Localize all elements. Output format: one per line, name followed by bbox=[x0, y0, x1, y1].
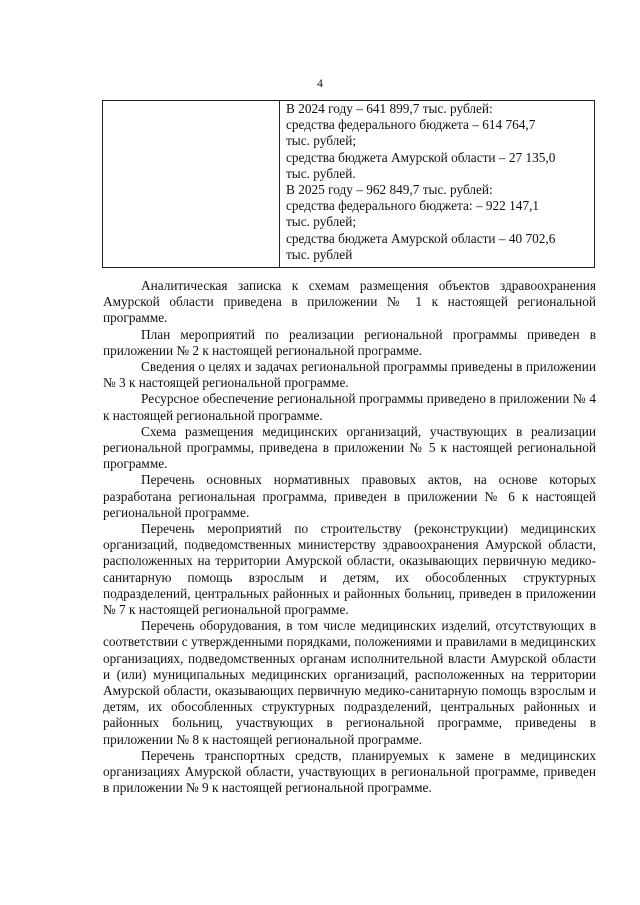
table-row bbox=[103, 101, 595, 268]
funding-line: средства федерального бюджета – 614 764,7 bbox=[286, 117, 536, 133]
funding-line: средства бюджета Амурской области – 27 135,0 bbox=[286, 149, 556, 165]
paragraph-legal-acts: Перечень основных нормативных правовых актов, на основе которых разработана региональная программа, приведен в приложении № 6 к настоящей региональной программе. bbox=[103, 472, 596, 520]
paragraph-construction: Перечень мероприятий по строительству (реконструкции) медицинских организаций, подведомственных министерству здравоохранения Амурской области, расположенных на территории Амурской области, оказывающих первичную медико-санитарную помощь взрослым и детям, их обособленных структурных подразделений, центральных районных и районных больниц, приведен в приложении № 7 к настоящей региональной программе. bbox=[103, 521, 596, 618]
document-body bbox=[103, 278, 596, 797]
funding-line: тыс. рублей; bbox=[286, 214, 357, 230]
paragraph-goals: Сведения о целях и задачах региональной программы приведены в приложении № 3 к настоящей региональной программе. bbox=[103, 359, 596, 391]
funding-line: тыс. рублей bbox=[286, 246, 353, 262]
funding-line: В 2024 году – 641 899,7 тыс. рублей: bbox=[286, 101, 493, 116]
paragraph-action-plan: План мероприятий по реализации региональной программы приведен в приложении № 2 к настоящей региональной программе. bbox=[103, 326, 596, 358]
funding-lines bbox=[280, 101, 594, 263]
paragraph-vehicles: Перечень транспортных средств, планируемых к замене в медицинских организациях Амурской области, участвующих в региональной программе, приведен в приложении № 9 к настоящей региональной программе. bbox=[103, 747, 596, 796]
paragraph-resources: Ресурсное обеспечение региональной программы приведено в приложении № 4 к настоящей региональной программе. bbox=[103, 391, 596, 423]
funding-line: тыс. рублей; bbox=[286, 133, 357, 149]
paragraph-placement-scheme: Схема размещения медицинских организаций, участвующих в реализации региональной программы, приведена в приложении № 5 к настоящей региональной программе. bbox=[103, 423, 596, 472]
funding-line: средства федерального бюджета: – 922 147,1 bbox=[286, 198, 540, 214]
page-number: 4 bbox=[317, 76, 323, 90]
funding-line: средства бюджета Амурской области – 40 702,6 bbox=[286, 230, 556, 246]
paragraph-equipment: Перечень оборудования, в том числе медицинских изделий, отсутствующих в соответствии с утвержденными порядками, положениями и правилами в медицинских организациях, подведомственных органам исполнительной власти Амурской области и (или) муниципальных медицинских организаций, расположенных на территории Амурской области, оказывающих первичную медико-санитарную помощь взрослым и детям, их обособленных структурных подразделений, центральных районных и районных больниц, участвующих в региональной программе, приведены в приложении № 8 к настоящей региональной программе. bbox=[103, 618, 596, 747]
table-label-cell bbox=[103, 101, 280, 268]
funding-line: В 2025 году – 962 849,7 тыс. рублей: bbox=[286, 182, 493, 198]
paragraph-analytical-note: Аналитическая записка к схемам размещения объектов здравоохранения Амурской области приведена в приложении № 1 к настоящей региональной программе. bbox=[103, 278, 596, 326]
table-value-cell bbox=[280, 101, 595, 268]
funding-line: тыс. рублей. bbox=[286, 165, 356, 181]
funding-table bbox=[102, 100, 595, 268]
